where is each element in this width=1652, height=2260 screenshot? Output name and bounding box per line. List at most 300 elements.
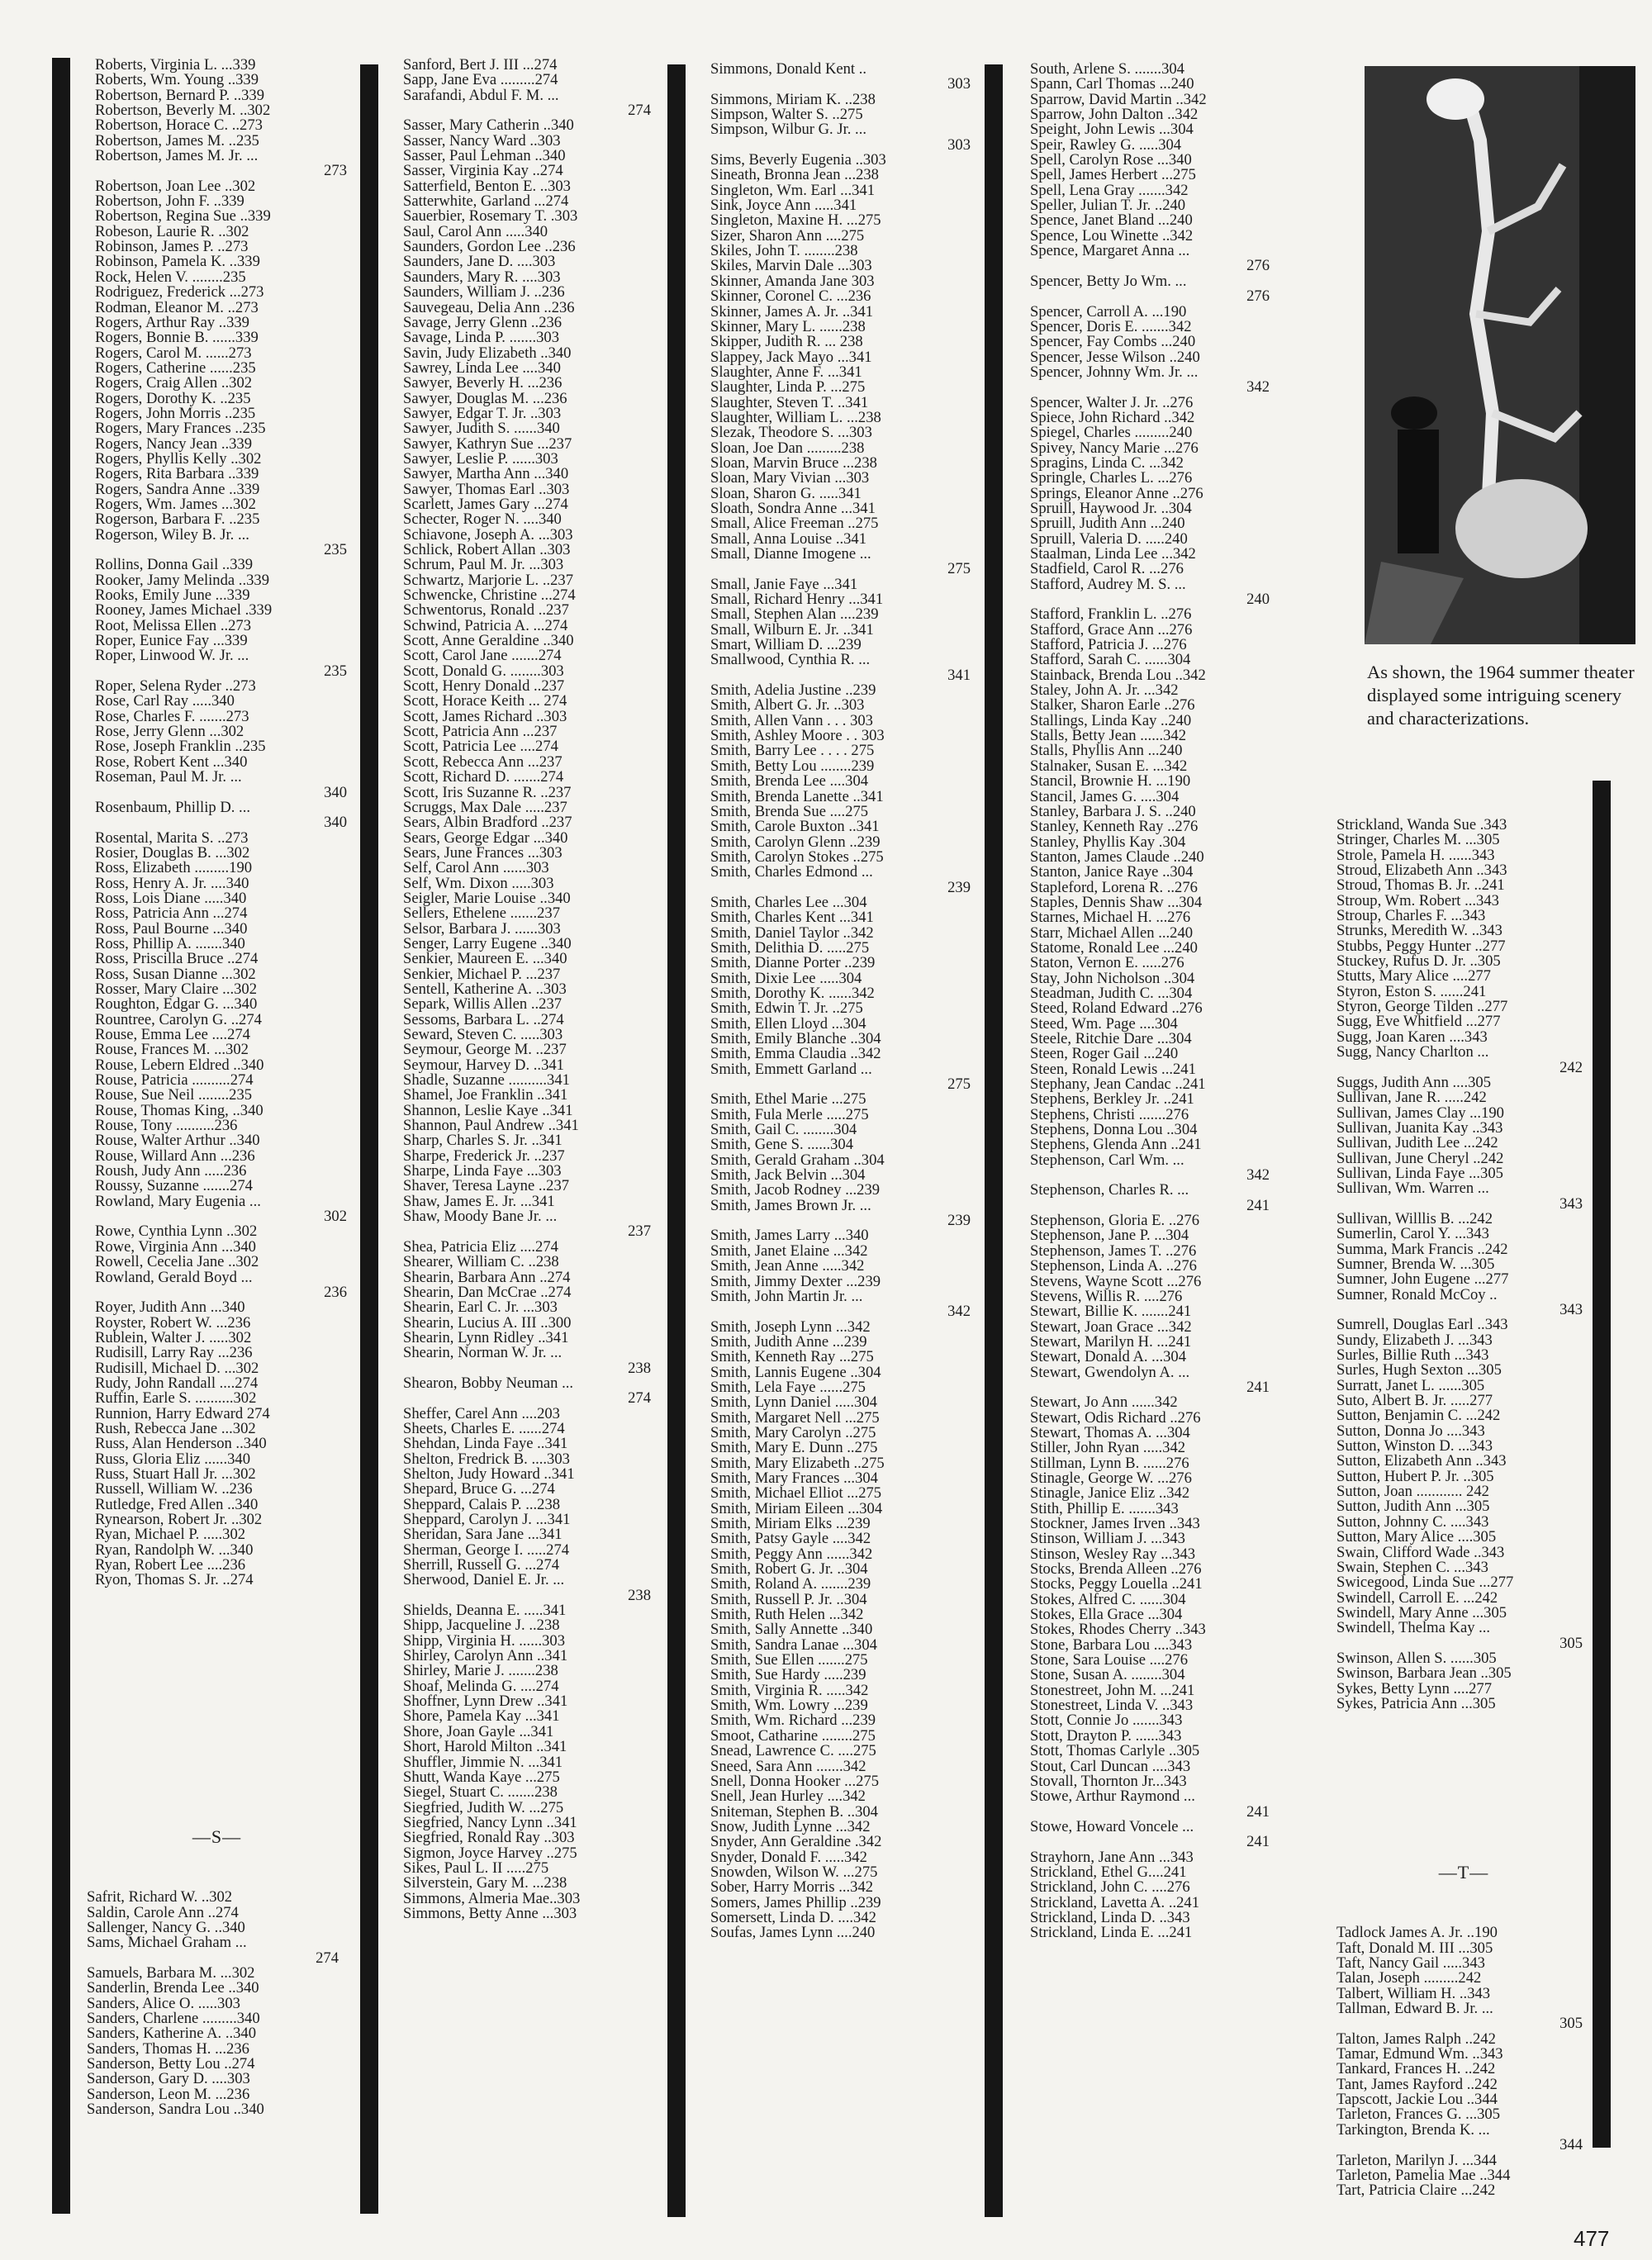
index-entry: Sawyer, Martha Ann ...340: [403, 465, 569, 483]
index-entry: Sigmon, Joyce Harvey ..275: [403, 1844, 577, 1862]
index-entry: Saldin, Carole Ann ..274: [87, 1903, 239, 1921]
index-entry: Rudisill, Michael D. ...302: [95, 1359, 259, 1377]
index-entry: Snow, Judith Lynne ...342: [710, 1817, 871, 1835]
index-entry: Rooks, Emily June ...339: [95, 586, 250, 605]
index-entry: 240: [1246, 591, 1270, 609]
index-entry: Shearin, Barbara Ann ..274: [403, 1268, 571, 1286]
index-entry: Snell, Donna Hooker ...275: [710, 1772, 879, 1790]
index-entry: Seymour, George M. ..237: [403, 1041, 567, 1059]
index-entry: Samuels, Barbara M. ...302: [87, 1964, 255, 1982]
index-entry: Smith, Jacob Rodney ...239: [710, 1181, 881, 1199]
index-entry: Shore, Pamela Kay ...341: [403, 1707, 560, 1726]
index-entry: 303: [947, 135, 971, 154]
index-entry: Strickland, Wanda Sue .343: [1336, 816, 1507, 833]
index-entry: Rooney, James Michael .339: [95, 601, 273, 620]
index-entry: Stocks, Brenda Alleen ..276: [1030, 1560, 1202, 1579]
index-entry: Stapleford, Lorena R. ..276: [1030, 878, 1198, 896]
index-entry: Shaw, Moody Bane Jr. ...: [403, 1208, 558, 1226]
index-entry: Rollins, Donna Gail ..339: [95, 556, 254, 574]
index-entry: 343: [1559, 1301, 1583, 1318]
index-entry: Sullivan, Wm. Warren ...: [1336, 1180, 1489, 1198]
index-entry: Sutton, Benjamin C. ...242: [1336, 1407, 1501, 1425]
index-entry: Sharpe, Frederick Jr. ..237: [403, 1147, 565, 1165]
index-entry: Shore, Joan Gayle ...341: [403, 1722, 554, 1740]
index-entry: Staalman, Linda Lee ...342: [1030, 545, 1196, 563]
index-entry: Russ, Alan Henderson ..340: [95, 1435, 267, 1453]
index-entry: Sheridan, Sara Jane ...341: [403, 1526, 563, 1544]
index-entry: Rutledge, Fred Allen ..340: [95, 1495, 259, 1513]
index-entry: 241: [1246, 1833, 1270, 1851]
index-entry: Siegel, Stuart C. .......238: [403, 1783, 558, 1802]
index-entry: Royer, Judith Ann ...340: [95, 1299, 245, 1317]
index-entry: Sawyer, Leslie P. ......303: [403, 449, 558, 468]
index-entry: Rogers, Carol M. ......273: [95, 344, 252, 362]
index-entry: Strayhorn, Jane Ann ...343: [1030, 1848, 1194, 1866]
index-entry: Smith, Sandra Lanae ...304: [710, 1636, 877, 1654]
index-entry: Sutton, Johnny C. ....343: [1336, 1512, 1489, 1531]
index-entry: Sauvegeau, Delia Ann ..236: [403, 298, 575, 316]
index-entry: Stinson, William J. ...343: [1030, 1530, 1185, 1548]
index-entry: Stroud, Thomas B. Jr. ..241: [1336, 876, 1505, 895]
index-entry: Scott, Donald G. ........303: [403, 662, 564, 680]
index-entry: Suto, Albert B. Jr. .....277: [1336, 1392, 1493, 1410]
index-entry: Ryan, Michael P. .....302: [95, 1526, 246, 1544]
index-entry: Stowe, Arthur Raymond ...: [1030, 1788, 1195, 1806]
index-entry: Rogers, Phyllis Kelly ..302: [95, 449, 262, 468]
index-entry: Rogers, Dorothy K. ..235: [95, 389, 251, 407]
index-entry: Simmons, Almeria Mae..303: [403, 1889, 581, 1907]
index-entry: Sarafandi, Abdul F. M. ...: [403, 86, 559, 104]
index-entry: Steen, Ronald Lewis ...241: [1030, 1060, 1196, 1078]
index-entry: 340: [324, 783, 347, 801]
index-entry: Steele, Ritchie Dare ...304: [1030, 1030, 1192, 1047]
index-entry: Shepard, Bruce G. ...274: [403, 1480, 555, 1498]
index-entry: Rowe, Cynthia Lynn ..302: [95, 1223, 258, 1241]
column-bar-3: [667, 64, 686, 2217]
index-entry: Sheppard, Carolyn J. ...341: [403, 1511, 571, 1528]
index-entry: Singleton, Wm. Earl ...341: [710, 181, 876, 199]
index-entry: 238: [628, 1586, 651, 1604]
index-entry: Smith, Emmett Garland ...: [710, 1060, 872, 1078]
index-entry: Scott, Iris Suzanne R. ..237: [403, 783, 572, 801]
index-entry: Sherrill, Russell G. ...274: [403, 1556, 560, 1574]
index-entry: Spencer, Doris E. .......342: [1030, 317, 1192, 335]
index-entry: Shipp, Jacqueline J. ..238: [403, 1617, 560, 1635]
index-entry: Simmons, Donald Kent ..: [710, 60, 867, 78]
index-entry: Stafford, Sarah C. ......304: [1030, 651, 1191, 669]
index-entry: Shirley, Marie J. .......238: [403, 1662, 558, 1680]
index-entry: Taft, Nancy Gail .....343: [1336, 1954, 1485, 1973]
index-entry: 238: [628, 1359, 651, 1377]
index-entry: Spell, James Herbert ...275: [1030, 166, 1196, 184]
index-entry: Stokes, Ella Grace ...304: [1030, 1606, 1183, 1624]
index-entry: Spencer, Carroll A. ...190: [1030, 302, 1187, 320]
index-column-1: [95, 58, 355, 1588]
index-entry: Smith, Brenda Lee ....304: [710, 772, 869, 791]
index-entry: Sasser, Mary Catherin ..340: [403, 116, 574, 135]
index-entry: Scott, Henry Donald ..237: [403, 677, 565, 696]
index-entry: Saunders, Jane D. ....303: [403, 253, 556, 271]
index-entry: 302: [324, 1208, 347, 1226]
index-entry: Shearin, Norman W. Jr. ...: [403, 1344, 563, 1362]
index-entry: Rogers, Sandra Anne ..339: [95, 480, 260, 498]
index-entry: 275: [947, 1075, 971, 1094]
index-entry: Rouse, Tony ..........236: [95, 1117, 238, 1135]
index-entry: 241: [1246, 1802, 1270, 1821]
index-entry: Shipp, Virginia H. ......303: [403, 1631, 566, 1650]
index-entry: Smith, Ruth Helen ...342: [710, 1606, 864, 1624]
index-entry: Springs, Eleanor Anne ..276: [1030, 484, 1203, 502]
index-entry: Sloath, Sondra Anne ...341: [710, 499, 876, 517]
index-entry: Smith, Edwin T. Jr. ..275: [710, 999, 863, 1018]
index-entry: Schrum, Paul M. Jr. ...303: [403, 556, 564, 574]
index-entry: Stephenson, Carl Wm. ...: [1030, 1151, 1184, 1169]
index-entry: Swain, Clifford Wade ..343: [1336, 1543, 1505, 1561]
index-entry: Tallman, Edward B. Jr. ...: [1336, 2000, 1493, 2018]
index-entry: Stott, Thomas Carlyle ..305: [1030, 1742, 1200, 1760]
index-entry: Stockner, James Irven ..343: [1030, 1515, 1200, 1532]
index-entry: Shehdan, Linda Faye ..341: [403, 1435, 568, 1453]
index-entry: Scruggs, Max Dale .....237: [403, 798, 567, 816]
index-entry: Styron, Eston S. ......241: [1336, 982, 1487, 1000]
index-entry: 342: [1246, 378, 1270, 396]
index-entry: Sumner, John Eugene ...277: [1336, 1270, 1509, 1289]
index-entry: Shearin, Earl C. Jr. ...303: [403, 1299, 558, 1317]
index-entry: Sutton, Donna Jo ....343: [1336, 1422, 1485, 1440]
index-entry: Stevens, Wayne Scott ...276: [1030, 1272, 1202, 1290]
index-entry: Robinson, James P. ..273: [95, 238, 249, 256]
index-entry: Smith, Charles Lee ...304: [710, 893, 867, 911]
index-entry: Stephenson, Jane P. ...304: [1030, 1227, 1189, 1245]
index-entry: 239: [947, 878, 971, 896]
index-entry: Slaughter, Anne F. ...341: [710, 363, 862, 381]
index-entry: Smith, Miriam Eileen ...304: [710, 1499, 883, 1517]
index-entry: Suggs, Judith Ann ....305: [1336, 1073, 1491, 1091]
index-entry: Sineath, Bronna Jean ...238: [710, 166, 879, 184]
index-entry: Smith, John Martin Jr. ...: [710, 1287, 863, 1305]
index-entry: Stone, Sara Louise ....276: [1030, 1651, 1189, 1669]
index-entry: Sapp, Jane Eva .........274: [403, 71, 558, 89]
index-entry: Strole, Pamela H. ......343: [1336, 846, 1495, 864]
index-entry: 241: [1246, 1196, 1270, 1214]
index-entry: Rouse, Patricia ..........274: [95, 1071, 254, 1090]
index-entry: Stay, John Nicholson ..304: [1030, 969, 1195, 987]
index-column-3: [710, 62, 979, 1941]
index-entry: Strickland, Ethel G....241: [1030, 1863, 1187, 1881]
index-entry: Smith, Brenda Sue ....275: [710, 802, 869, 820]
index-entry: Sanders, Katherine A. ..340: [87, 2025, 257, 2043]
index-entry: 344: [1559, 2136, 1583, 2154]
index-entry: Snowden, Wilson W. ...275: [710, 1863, 878, 1881]
index-entry: Ryan, Robert Lee ....236: [95, 1556, 246, 1574]
index-entry: Sundy, Elizabeth J. ...343: [1336, 1331, 1493, 1349]
index-entry: Smith, Jack Belvin ...304: [710, 1166, 866, 1185]
index-entry: Rudy, John Randall ....274: [95, 1374, 259, 1392]
index-entry: Smith, Lynn Daniel .....304: [710, 1394, 877, 1412]
index-entry: Smith, Kenneth Ray ...275: [710, 1348, 874, 1366]
index-entry: Surratt, Janet L. ......305: [1336, 1376, 1485, 1394]
index-entry: Shelton, Fredrick B. ....303: [403, 1450, 570, 1468]
index-entry: Smith, Janet Elaine ...342: [710, 1242, 868, 1260]
index-entry: 275: [947, 560, 971, 578]
index-entry: Rogerson, Barbara F. ..235: [95, 510, 260, 529]
index-entry: Rouse, Sue Neil ........235: [95, 1086, 253, 1104]
index-entry: Sullivan, Jane R. .....242: [1336, 1089, 1487, 1107]
index-entry: 305: [1559, 2015, 1583, 2033]
index-entry: Siegfried, Ronald Ray ..303: [403, 1829, 575, 1847]
index-entry: Smith, Mary Carolyn ..275: [710, 1423, 876, 1441]
index-entry: Sanford, Bert J. III ...274: [403, 56, 558, 74]
index-entry: Smith, Sally Annette ..340: [710, 1621, 873, 1639]
index-entry: Smith, Betty Lou ........239: [710, 757, 875, 775]
index-entry: Shea, Patricia Eliz ....274: [403, 1237, 558, 1256]
index-entry: Scott, Patricia Ann ...237: [403, 723, 558, 741]
index-entry: Robertson, Bernard P. ..339: [95, 86, 265, 104]
index-entry: Rosser, Mary Claire ...302: [95, 980, 258, 998]
index-entry: Sullivan, Willlis B. ...242: [1336, 1209, 1493, 1227]
index-entry: Spencer, Walter J. Jr. ..276: [1030, 393, 1194, 411]
index-entry: Schwencke, Christine ...274: [403, 586, 576, 605]
index-entry: Stone, Barbara Lou ....343: [1030, 1636, 1193, 1654]
index-entry: Sellers, Ethelene .......237: [403, 904, 561, 923]
index-entry: Siegfried, Nancy Lynn ..341: [403, 1813, 577, 1831]
index-entry: Stallings, Linda Kay ..240: [1030, 711, 1192, 729]
index-entry: Robertson, Beverly M. ..302: [95, 102, 271, 120]
index-entry: Satterfield, Benton E. ..303: [403, 177, 571, 195]
index-entry: Self, Wm. Dixon .....303: [403, 874, 554, 892]
index-entry: Stephens, Berkley Jr. ..241: [1030, 1090, 1194, 1109]
index-entry: Swinson, Allen S. ......305: [1336, 1649, 1497, 1667]
index-entry: Sink, Joyce Ann .....341: [710, 197, 857, 215]
index-entry: Sasser, Nancy Ward ..303: [403, 131, 561, 150]
index-entry: Smith, Peggy Ann ......342: [710, 1545, 873, 1563]
index-entry: Separk, Willis Allen ..237: [403, 995, 563, 1014]
index-entry: Savage, Jerry Glenn ..236: [403, 313, 563, 331]
index-entry: Roper, Selena Ryder ..273: [95, 677, 256, 696]
index-entry: Stanley, Barbara J. S. ..240: [1030, 802, 1196, 820]
index-entry: Rose, Robert Kent ...340: [95, 753, 248, 771]
index-entry: Stafford, Grace Ann ...276: [1030, 620, 1193, 639]
index-entry: Staley, John A. Jr. ...342: [1030, 681, 1179, 700]
index-entry: 273: [324, 162, 347, 180]
index-entry: Spruill, Haywood Jr. ..304: [1030, 499, 1192, 517]
index-entry: Schwentorus, Ronald ..237: [403, 601, 569, 620]
index-entry: Rublein, Walter J. .....302: [95, 1328, 252, 1346]
index-entry: Sutton, Hubert P. Jr. ..305: [1336, 1467, 1494, 1485]
index-entry: Ross, Henry A. Jr. ....340: [95, 874, 249, 892]
index-entry: Shearin, Dan McCrae ..274: [403, 1283, 572, 1301]
index-column-5: [1336, 818, 1591, 1712]
index-entry: Ross, Paul Bourne ...340: [95, 919, 248, 938]
column-bar-2: [360, 64, 378, 2214]
index-entry: Stanton, Janice Raye ..304: [1030, 863, 1194, 881]
index-entry: Stuckey, Rufus D. Jr. ..305: [1336, 952, 1501, 971]
index-entry: Stancil, Brownie H. ...190: [1030, 772, 1191, 791]
index-entry: Rouse, Willard Ann ...236: [95, 1147, 255, 1165]
index-entry: Schwartz, Marjorie L. ..237: [403, 571, 574, 589]
index-entry: Rose, Charles F. .......273: [95, 707, 249, 725]
index-entry: Swindell, Thelma Kay ...: [1336, 1619, 1491, 1637]
index-entry: Smith, Daniel Taylor ..342: [710, 923, 874, 942]
index-entry: Tadlock James A. Jr. ..190: [1336, 1924, 1498, 1942]
index-entry: Rouse, Emma Lee ....274: [95, 1026, 250, 1043]
index-entry: Stalls, Betty Jean ......342: [1030, 727, 1187, 745]
index-entry: Smith, Wm. Richard ...239: [710, 1712, 876, 1730]
index-entry: Smith, Mary E. Dunn ..275: [710, 1439, 878, 1457]
index-entry: Shearer, William C. ..238: [403, 1253, 559, 1271]
index-entry: Spragins, Linda C. ...342: [1030, 453, 1184, 472]
index-entry: Skinner, Coronel C. ...236: [710, 287, 871, 306]
index-entry: Shields, Deanna E. .....341: [403, 1602, 567, 1620]
index-entry: Slaughter, Steven T. ..341: [710, 393, 869, 411]
index-entry: Small, Alice Freeman ..275: [710, 515, 879, 533]
index-entry: Satterwhite, Garland ...274: [403, 192, 569, 211]
index-entry: Robertson, John F. ..339: [95, 192, 244, 211]
index-entry: Rouse, Lebern Eldred ..340: [95, 1056, 264, 1074]
index-entry: Stewart, Gwendolyn A. ...: [1030, 1363, 1190, 1381]
index-entry: Rock, Helen V. ........235: [95, 268, 246, 286]
index-entry: Staples, Dennis Shaw ...304: [1030, 893, 1203, 911]
index-entry: Rouse, Walter Arthur ..340: [95, 1132, 260, 1150]
index-entry: Skiles, John T. ........238: [710, 242, 858, 260]
index-entry: Strickland, John C. ....276: [1030, 1878, 1190, 1897]
index-entry: Savin, Judy Elizabeth ..340: [403, 344, 572, 362]
summer-theater-photo: [1365, 66, 1635, 644]
index-entry: Short, Harold Milton ..341: [403, 1738, 567, 1756]
index-entry: Sparrow, David Martin ..342: [1030, 90, 1207, 108]
index-entry: Smith, Brenda Lanette ..341: [710, 787, 884, 805]
index-entry: Runnion, Harry Edward 274: [95, 1404, 270, 1422]
index-entry: Snyder, Donald F. .....342: [710, 1848, 867, 1866]
index-entry: Stone, Susan A. ........304: [1030, 1666, 1185, 1684]
index-entry: Roussy, Suzanne .......274: [95, 1177, 253, 1195]
index-entry: Sizer, Sharon Ann ....275: [710, 226, 865, 245]
index-entry: Scott, James Richard ..303: [403, 707, 567, 725]
index-entry: Slezak, Theodore S. ...303: [710, 424, 872, 442]
index-entry: Shannon, Paul Andrew ..341: [403, 1117, 579, 1135]
index-entry: Rynearson, Robert Jr. ..302: [95, 1511, 263, 1528]
index-entry: Sherman, George I. .....274: [403, 1541, 570, 1559]
index-entry: Rogers, Nancy Jean ..339: [95, 434, 253, 453]
index-entry: Stephenson, Linda A. ..276: [1030, 1257, 1197, 1275]
index-entry: Stewart, Joan Grace ...342: [1030, 1318, 1192, 1336]
index-entry: Smith, Roland A. .......239: [710, 1575, 871, 1593]
index-entry: Self, Carol Ann ......303: [403, 859, 549, 877]
index-entry: Smith, Emily Blanche ..304: [710, 1030, 881, 1047]
index-entry: Stroup, Charles F. ...343: [1336, 907, 1486, 925]
index-entry: Ross, Phillip A. .......340: [95, 934, 245, 952]
index-entry: Rogers, John Morris ..235: [95, 404, 256, 422]
index-entry: Smith, Sue Ellen .......275: [710, 1651, 868, 1669]
index-entry: Robertson, Horace C. ..273: [95, 116, 263, 135]
index-entry: Roberts, Virginia L. ...339: [95, 56, 256, 74]
index-entry: Staton, Vernon E. .....276: [1030, 954, 1184, 972]
index-entry: Shearin, Lucius A. III ..300: [403, 1313, 572, 1332]
index-entry: Shearon, Bobby Neuman ...: [403, 1374, 574, 1392]
index-entry: Rose, Joseph Franklin ..235: [95, 738, 266, 756]
index-entry: Sams, Michael Graham ...: [87, 1934, 247, 1952]
index-entry: Rowland, Gerald Boyd ...: [95, 1268, 253, 1286]
index-entry: Strickland, Linda D. ..343: [1030, 1908, 1190, 1926]
index-entry: Stutts, Mary Alice ....277: [1336, 967, 1491, 985]
index-entry: Tarleton, Frances G. ...305: [1336, 2106, 1501, 2124]
index-entry: Stinagle, George W. ...276: [1030, 1469, 1192, 1487]
index-entry: Tart, Patricia Claire ...242: [1336, 2182, 1496, 2200]
index-entry: 241: [1246, 1378, 1270, 1396]
index-entry: Senkier, Maureen E. ...340: [403, 950, 567, 968]
index-entry: Spruill, Valeria D. .....240: [1030, 529, 1188, 548]
index-entry: Shearin, Lynn Ridley ..341: [403, 1328, 569, 1346]
index-entry: Spruill, Judith Ann ...240: [1030, 515, 1185, 533]
index-entry: 342: [947, 1303, 971, 1321]
index-entry: Rountree, Carolyn G. ..274: [95, 1010, 262, 1028]
index-entry: Smith, Ellen Lloyd ...304: [710, 1014, 866, 1033]
index-entry: Spence, Janet Bland ...240: [1030, 211, 1193, 230]
index-entry: Sugg, Eve Whitfield ...277: [1336, 1013, 1501, 1031]
index-entry: Smith, Robert G. Jr. ..304: [710, 1560, 868, 1579]
index-entry: Scott, Rebecca Ann ...237: [403, 753, 563, 771]
index-entry: Slaughter, Linda P. ...275: [710, 378, 866, 396]
index-entry: Smith, Emma Claudia ..342: [710, 1045, 881, 1063]
index-entry: Small, Richard Henry ...341: [710, 591, 884, 609]
index-entry: Sawyer, Douglas M. ...236: [403, 389, 567, 407]
index-entry: Shirley, Carolyn Ann ..341: [403, 1647, 568, 1665]
index-entry: Starnes, Michael H. ...276: [1030, 909, 1191, 927]
index-entry: Smith, Michael Elliot ...275: [710, 1484, 882, 1503]
index-entry: Scott, Patricia Lee ....274: [403, 738, 558, 756]
index-entry: Smith, James Brown Jr. ...: [710, 1196, 871, 1214]
index-entry: Smart, William D. ...239: [710, 636, 862, 654]
index-entry: Rosenbaum, Phillip D. ...: [95, 798, 251, 816]
index-entry: Smith, Gene S. ......304: [710, 1136, 854, 1154]
index-entry: Soufas, James Lynn ....240: [710, 1924, 876, 1942]
index-entry: Scott, Carol Jane .......274: [403, 647, 562, 665]
index-entry: Tarleton, Marilyn J. ...344: [1336, 2151, 1497, 2169]
index-entry: Tarkington, Brenda K. ...: [1336, 2120, 1490, 2139]
index-entry: Saunders, Mary R. ....303: [403, 268, 561, 286]
index-entry: Small, Stephen Alan ....239: [710, 605, 879, 624]
index-entry: Robinson, Pamela K. ..339: [95, 253, 260, 271]
index-entry: Swindell, Carroll E. ...242: [1336, 1588, 1498, 1607]
index-entry: Simmons, Miriam K. ..238: [710, 90, 876, 108]
index-entry: Tapscott, Jackie Lou ..344: [1336, 2091, 1498, 2109]
index-entry: Stephenson, Charles R. ...: [1030, 1181, 1189, 1199]
index-entry: Sanderson, Leon M. ...236: [87, 2085, 250, 2103]
index-entry: Ross, Susan Dianne ...302: [95, 965, 256, 983]
index-entry: 341: [947, 666, 971, 684]
index-entry: Sober, Harry Morris ...342: [710, 1878, 874, 1897]
index-entry: Swindell, Mary Anne ...305: [1336, 1603, 1507, 1621]
index-entry: Sloan, Joe Dan .........238: [710, 439, 865, 457]
index-entry: Sanders, Charlene .........340: [87, 2010, 260, 2028]
index-entry: Stephany, Jean Candac ..241: [1030, 1075, 1206, 1094]
index-entry: Savage, Linda P. .......303: [403, 329, 560, 347]
index-entry: Tamar, Edmund Wm. ..343: [1336, 2045, 1503, 2063]
index-entry: Rowe, Virginia Ann ...340: [95, 1237, 256, 1256]
index-entry: Sawyer, Thomas Earl ..303: [403, 480, 570, 498]
index-entry: Smith, Lela Faye ......275: [710, 1378, 866, 1396]
index-entry: Swain, Stephen C. ...343: [1336, 1558, 1488, 1576]
index-entry: Sawrey, Linda Lee ....340: [403, 358, 561, 377]
index-entry: Small, Wilburn E. Jr. ..341: [710, 620, 874, 639]
index-entry: Rose, Carl Ray .....340: [95, 692, 235, 710]
index-entry: Rosental, Marita S. ..273: [95, 829, 249, 847]
index-entry: 343: [1559, 1194, 1583, 1213]
index-entry: Robertson, Regina Sue ..339: [95, 207, 271, 226]
index-entry: Royster, Robert W. ...236: [95, 1313, 251, 1332]
index-entry: Rush, Rebecca Jane ...302: [95, 1419, 256, 1437]
index-entry: Robertson, James M. ..235: [95, 131, 259, 150]
